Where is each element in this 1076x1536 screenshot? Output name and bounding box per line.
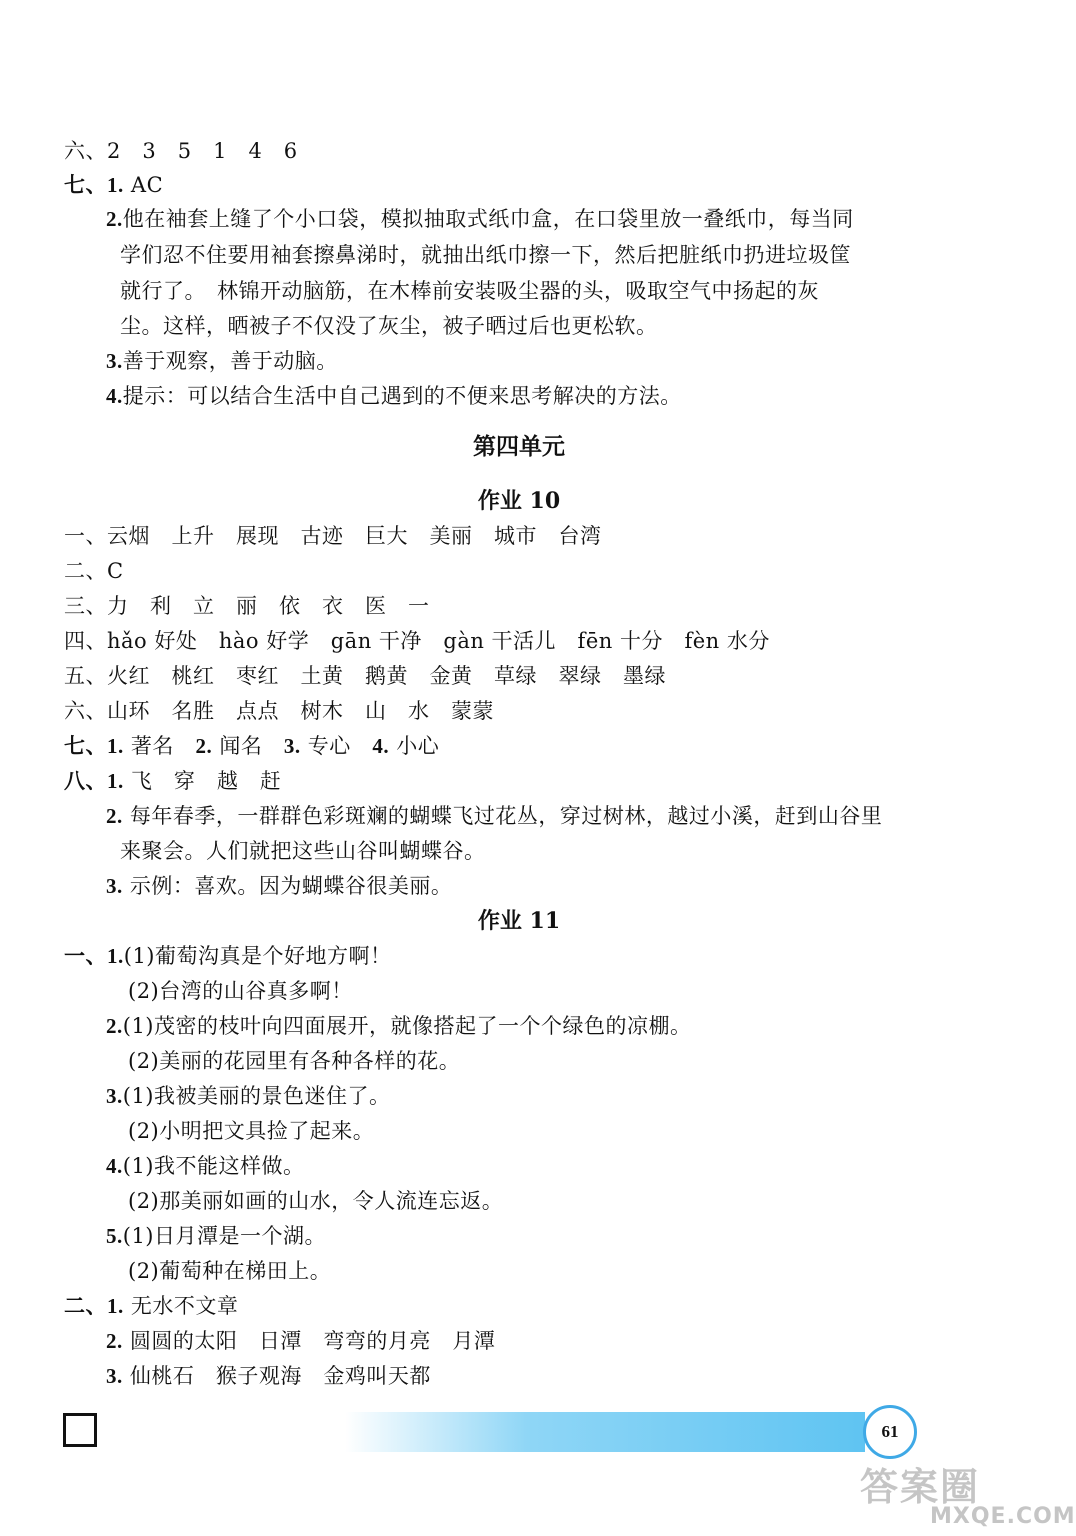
item-number: 3. (106, 874, 123, 898)
answer-line (106, 1222, 326, 1250)
footer-gradient-bar (345, 1412, 865, 1452)
answer-text: 提示：可以结合生活中自己遇到的不便来思考解决的方法。 (122, 384, 682, 408)
answer-line (64, 171, 163, 199)
answer-line: 六、2 3 5 1 4 6 (64, 139, 298, 163)
answer-line (64, 767, 281, 795)
answer-text: AC (123, 173, 164, 197)
watermark-text: 答案圈 (860, 1465, 981, 1509)
answer-text: (1)葡萄沟真是个好地方啊！ (123, 944, 392, 968)
answer-text: 每年春季，一群群色彩斑斓的蝴蝶飞过花丛，穿过树林，越过小溪，赶到山谷里 (122, 804, 883, 828)
unit-title: 第四单元 (473, 433, 565, 460)
answer-text: 示例：喜欢。因为蝴蝶谷很美丽。 (122, 874, 453, 898)
answer-line: 五、火红 桃红 枣红 土黄 鹅黄 金黄 草绿 翠绿 墨绿 (64, 664, 666, 688)
item-number: 4. (372, 734, 390, 758)
answer-line (106, 205, 854, 233)
answer-line: (2)美丽的花园里有各种各样的花。 (128, 1049, 461, 1073)
answer-line: (2)小明把文具捡了起来。 (128, 1119, 375, 1143)
answer-text: 闻名 (212, 734, 284, 758)
answer-text: (1)日月潭是一个湖。 (122, 1224, 326, 1248)
item-number: 2. (106, 207, 123, 231)
answer-line (106, 802, 882, 830)
page-number: 61 (863, 1405, 917, 1459)
answer-line (106, 1082, 391, 1110)
answer-text: 圆圆的太阳 日潭 弯弯的月亮 月潭 (122, 1329, 496, 1353)
answer-text: (1)我不能这样做。 (122, 1154, 305, 1178)
homework-title: 作业 11 (477, 908, 561, 934)
answer-line: (2)台湾的山谷真多啊！ (128, 979, 353, 1003)
answer-line (64, 1292, 238, 1320)
item-number: 3. (106, 1364, 123, 1388)
item-number: 3. (106, 1084, 123, 1108)
watermark-url: MXQE.COM (930, 1504, 1076, 1529)
answer-text: 著名 (123, 734, 196, 758)
answer-line (106, 347, 338, 375)
item-number: 一、1. (64, 944, 124, 968)
item-number: 八、1. (64, 769, 124, 793)
item-number: 2. (106, 804, 123, 828)
answer-line: 一、云烟 上升 展现 古迹 巨大 美丽 城市 台湾 (64, 524, 602, 548)
answer-line: 六、山环 名胜 点点 树木 山 水 蒙蒙 (64, 699, 494, 723)
answer-line: (2)那美丽如画的山水，令人流连忘返。 (128, 1189, 504, 1213)
homework-title: 作业 10 (477, 488, 561, 514)
answer-text: 专心 (300, 734, 373, 758)
answer-line (106, 1012, 692, 1040)
item-number: 5. (106, 1224, 123, 1248)
answer-line (106, 1362, 431, 1390)
answer-line: 学们忍不住要用袖套擦鼻涕时，就抽出纸巾擦一下，然后把脏纸巾扔进垃圾筐 (120, 243, 851, 267)
item-number: 4. (106, 384, 123, 408)
checkbox-square-icon (63, 1413, 97, 1447)
answer-line: 尘。这样，晒被子不仅没了灰尘，被子晒过后也更松软。 (120, 314, 658, 338)
item-number: 二、1. (64, 1294, 124, 1318)
answer-line (64, 942, 392, 970)
answer-text: 小心 (389, 734, 440, 758)
answer-text: 善于观察，善于动脑。 (122, 349, 338, 373)
answer-line: 三、力 利 立 丽 依 衣 医 一 (64, 594, 430, 618)
item-number: 2. (106, 1329, 123, 1353)
watermark-logo (860, 1456, 1076, 1531)
answer-text: 他在袖套上缝了个小口袋，模拟抽取式纸巾盒，在口袋里放一叠纸巾，每当同 (122, 207, 854, 231)
answer-text: 无水不文章 (123, 1294, 239, 1318)
answer-line: (2)葡萄种在梯田上。 (128, 1259, 332, 1283)
answer-line: 二、C (64, 559, 124, 583)
item-number: 七、1. (64, 173, 124, 197)
item-number: 2. (106, 1014, 123, 1038)
answer-text: 仙桃石 猴子观海 金鸡叫天都 (122, 1364, 431, 1388)
answer-line: 来聚会。人们就把这些山谷叫蝴蝶谷。 (120, 839, 486, 863)
answer-text: 飞 穿 越 赶 (123, 769, 282, 793)
answer-line (106, 382, 682, 410)
answer-line: 四、hǎo 好处 hào 好学 gān 干净 gàn 干活儿 fēn 十分 fèn 水分 (64, 629, 770, 653)
item-number: 2. (195, 734, 213, 758)
answer-line (106, 1152, 305, 1180)
answer-line (106, 872, 452, 900)
answer-line (106, 1327, 495, 1355)
item-number: 4. (106, 1154, 123, 1178)
answer-line (64, 732, 439, 760)
item-number: 七、1. (64, 734, 124, 758)
item-number: 3. (106, 349, 123, 373)
answer-line: 就行了。 林锦开动脑筋，在木棒前安装吸尘器的头，吸取空气中扬起的灰 (120, 279, 819, 303)
answer-text: (1)茂密的枝叶向四面展开，就像搭起了一个个绿色的凉棚。 (122, 1014, 692, 1038)
answer-text: (1)我被美丽的景色迷住了。 (122, 1084, 391, 1108)
item-number: 3. (283, 734, 301, 758)
